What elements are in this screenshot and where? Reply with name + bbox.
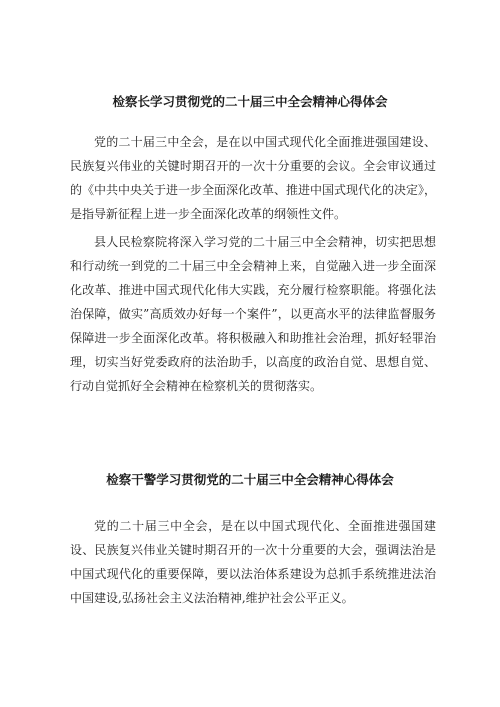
paragraph: 党的二十届三中全会，是在以中国式现代化全面推进强国建设、民族复兴伟业的关键时期召开的一次十分重要的会议。全会审议通过的《中共中央关于进一步全面深化改革、推进中国式现代化的决定》，是指导新征程上进一步全面深化改革的纲领性文件。 (70, 135, 437, 221)
section-title: 检察干警学习贯彻党的二十届三中全会精神心得体会 (106, 472, 394, 487)
paragraph: 党的二十届三中全会，是在以中国式现代化、全面推进强国建设、民族复兴伟业关键时期召开的一次十分重要的大会，强调法治是中国式现代化的重要保障，要以法治体系建设为总抓手系统推进法治中国建设,弘扬社会主义法治精神,维护社会公平正义。 (70, 519, 436, 605)
section-title: 检察长学习贯彻党的二十届三中全会精神心得体会 (112, 94, 388, 109)
paragraph: 县人民检察院将深入学习党的二十届三中全会精神，切实把思想和行动统一到党的二十届三中全会精神上来，自觉融入进一步全面深化改革、推进中国式现代化伟大实践，充分履行检察职能。将强化法治保障，做实”高质效办好每一个案件”，以更高水平的法律监督服务保障进一步全面深化改革。将积极融入和助推社会治理，抓好轻罪治理，切实当好党委政府的法治助手，以高度的政治自觉、思想自觉、行动自觉抓好全会精神在检察机关的贯彻落实。 (70, 235, 436, 393)
